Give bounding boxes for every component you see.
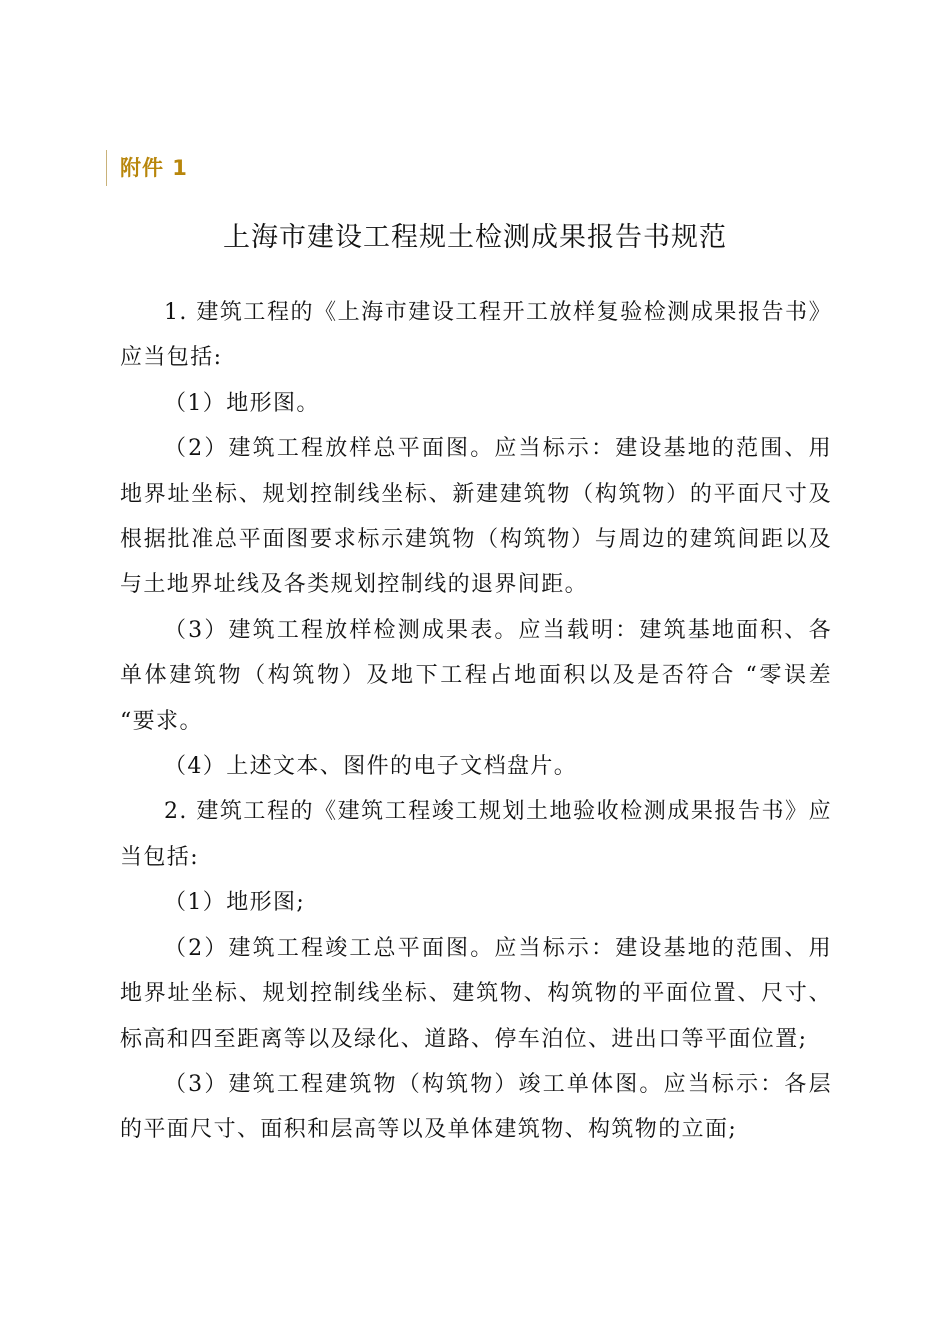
paragraph-2-item-2: （2）建筑工程竣工总平面图。应当标示：建设基地的范围、用地界址坐标、规划控制线坐标、建筑物、构筑物的平面位置、尺寸、标高和四至距离等以及绿化、道路、停车泊位、进出口等平面位置; [120,935,832,1052]
paragraph-2-item-1: （1）地形图; [164,890,306,916]
paragraph-2-item-3: （3）建筑工程建筑物（构筑物）竣工单体图。应当标示：各层的平面尺寸、面积和层高等以及单体建筑物、构筑物的立面; [120,1071,832,1143]
attachment-marker-line [106,150,107,186]
document-title: 上海市建设工程规土检测成果报告书规范 [223,222,727,253]
paragraph-1-item-2: （2）建筑工程放样总平面图。应当标示：建设基地的范围、用地界址坐标、规划控制线坐标、新建建筑物（构筑物）的平面尺寸及根据批准总平面图要求标示建筑物（构筑物）与周边的建筑间距以及与土地界址线及各类规划控制线的退界间距。 [120,436,832,598]
attachment-label: 附件 1 [120,156,188,180]
document-body [120,290,832,1153]
paragraph-1: 1. 建筑工程的《上海市建设工程开工放样复验检测成果报告书》应当包括: [120,300,832,371]
paragraph-1-item-1: （1）地形图。 [164,390,320,416]
paragraph-2: 2. 建筑工程的《建筑工程竣工规划土地验收检测成果报告书》应当包括: [120,799,832,870]
paragraph-1-item-4: （4）上述文本、图件的电子文档盘片。 [164,754,578,780]
paragraph-1-item-3: （3）建筑工程放样检测成果表。应当载明：建筑基地面积、各单体建筑物（构筑物）及地下工程占地面积以及是否符合 “零误差 “要求。 [120,617,832,734]
